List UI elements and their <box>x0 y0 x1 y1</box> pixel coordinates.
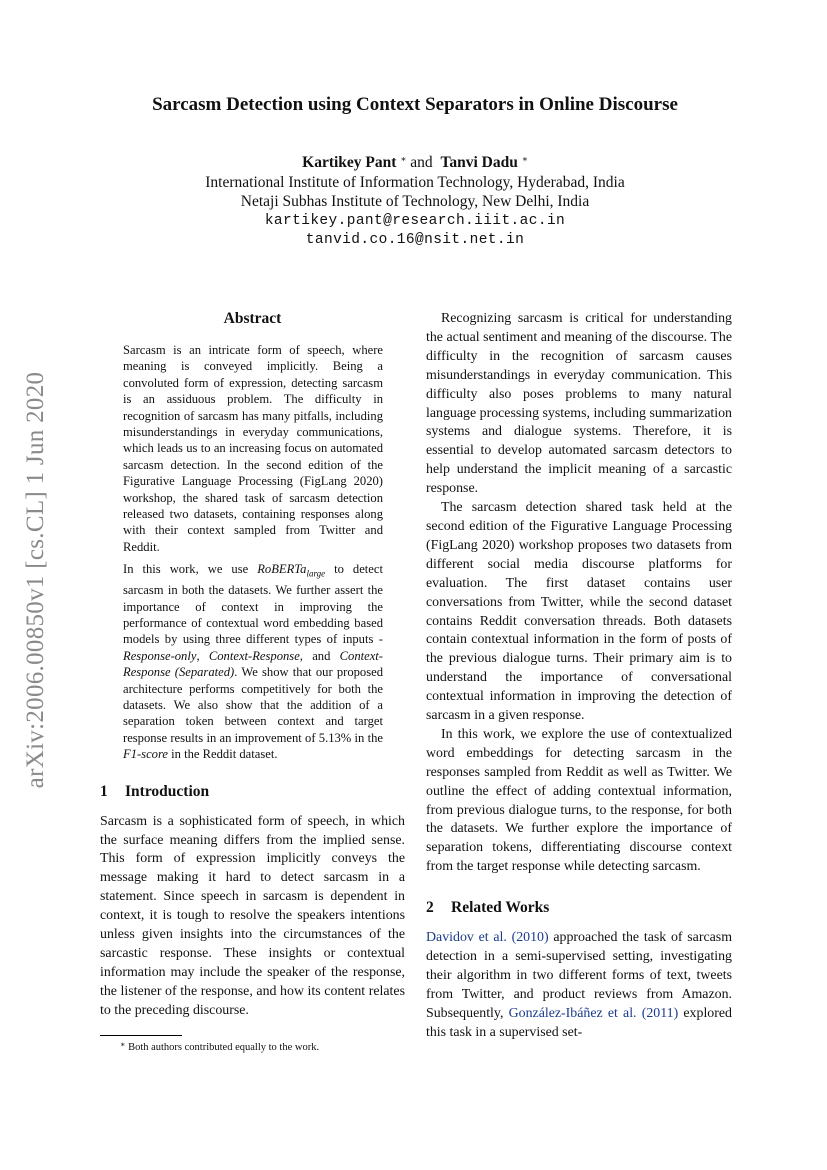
arxiv-sidebar <box>16 300 56 860</box>
abstract-body <box>123 342 383 763</box>
abstract-text: , <box>196 648 200 663</box>
section-number: 2 <box>426 899 434 917</box>
input-type-2: Context-Response <box>208 648 300 663</box>
paper-title: Sarcasm Detection using Context Separators in Online Discourse <box>152 94 678 115</box>
right-column <box>426 310 732 1043</box>
arxiv-identifier: arXiv:2006.00850v1 [cs.CL] 1 Jun 2020 <box>22 371 49 789</box>
author-block <box>100 150 730 251</box>
author-2: Tanvi Dadu <box>440 154 518 171</box>
footnote-text: Both authors contributed equally to the work. <box>128 1041 320 1053</box>
improvement-value: 5.13% <box>318 730 352 745</box>
model-name-base: RoBERTa <box>257 562 307 577</box>
affiliation-1: International Institute of Information Technology, Hyderabad, India <box>205 173 625 191</box>
section-number: 1 <box>100 782 108 800</box>
affiliation-2: Netaji Subhas Institute of Technology, New Delhi, India <box>240 193 590 210</box>
citation-davidov[interactable]: Davidov et al. (2010) <box>426 930 549 946</box>
abstract-text: , and <box>299 648 331 663</box>
model-name-subscript: large <box>306 568 326 579</box>
citation-gonzalez-ibanez[interactable]: González-Ibáñez et al. (2011) <box>508 1005 679 1021</box>
intro-paragraph-2: Recognizing sarcasm is critical for understanding the actual sentiment and meaning of the discourse. The difficulty in the recognition of sarcasm causes misunderstandings in everyday communication. This difficulty also poses problems to many natural language processing systems, including summarization systems and dialogue systems. Therefore, it is essential to develop automated sarcasm detectors to help understand the implicit meaning of a sarcastic response. <box>426 311 732 497</box>
introduction-body <box>100 813 405 1021</box>
abstract-paragraph-1: Sarcasm is an intricate form of speech, where meaning is conveyed implicitly. Being a convoluted form of expression, detecting sarcasm is an assiduous problem. The difficulty in recognition of sarcasm has many pitfalls, including misunderstandings in everyday communications, which leads us to an increasing focus on automated sarcasm detection. In the second edition of the Figurative Language Processing (FigLang 2020) workshop, the shared task of sarcasm detection released two datasets, containing responses along with their context sampled from Twitter and Reddit. <box>123 343 383 554</box>
author-2-mark: ∗ <box>521 154 528 164</box>
model-name <box>257 562 326 579</box>
email-1: kartikey.pant@research.iiit.ac.in <box>264 212 566 229</box>
abstract-text: In this work, we use <box>123 562 249 577</box>
abstract-heading: Abstract <box>223 310 282 327</box>
related-works-text: approached the task of sarcasm detection in a semi-supervised setting, investigating their algorithm in two different forms of text, tweets from Twitter, and product reviews from Amazon. Subsequently, <box>426 930 733 1021</box>
input-type-3: Context-Response (Separated) <box>123 648 383 680</box>
author-names <box>100 150 730 173</box>
abstract-text: to detect sarcasm in both the datasets. We further assert the importance of context in improving the performance of contextual word embedding based models by using three different types of inputs - <box>123 562 383 647</box>
abstract-text: in the <box>354 730 383 745</box>
intro-paragraph-4: In this work, we explore the use of contextualized word embeddings for detecting sarcasm in the responses sampled from Reddit as well as Twitter. We outline the effect of adding contextual information, from previous dialogue turns, to the response, for both the datasets. We further explore the importance of separation tokens, differentiating discourse context from the target response while detecting sarcasm. <box>426 726 732 875</box>
footnote-mark: ∗ <box>120 1039 126 1049</box>
related-works-text: explored this task in a supervised set- <box>426 1005 732 1040</box>
introduction-paragraph: Sarcasm is a sophisticated form of speech, in which the surface meaning differs from the implied sense. This form of expression implicitly conveys the message making it hard to detect sarcasm in a statement. Since speech in sarcasm is dependent in context, it is tough to resolve the speakers intentions unless given insights into the circumstances of the sarcastic response. These insights or contextual information may include the speaker of the response, the listener of the response, and how its content relates to the preceding discourse. <box>100 813 405 1018</box>
metric-name: F1-score <box>123 747 168 762</box>
abstract-paragraph-2 <box>123 561 383 762</box>
footnote-rule <box>100 1035 182 1036</box>
author-1: Kartikey Pant <box>302 154 397 171</box>
related-works-body <box>426 929 732 1042</box>
email-2: tanvid.co.16@nsit.net.in <box>305 232 525 248</box>
abstract-text: . We show that our proposed architecture performs competitively for both the datasets. We also show that the addition of a separation token between context and target response results in an improvement of <box>123 665 384 745</box>
abstract-text: in the Reddit dataset. <box>171 747 278 762</box>
section-title: Introduction <box>125 782 210 800</box>
introduction-heading <box>100 783 405 801</box>
left-column <box>100 310 405 1053</box>
section-title: Related Works <box>451 899 550 917</box>
author-1-mark: ∗ <box>400 154 407 164</box>
related-works-paragraph <box>426 929 732 1042</box>
intro-paragraph-3: The sarcasm detection shared task held at the second edition of the Figurative Language Processing (FigLang 2020) workshop proposes two datasets from different social media discourse platforms for evaluation. The first dataset contains user conversations from Twitter, while the second dataset contains Reddit conversation threads. Both datasets contain contextual information in the form of posts of the previous dialogue turns. Their primary aim is to understand the importance of conversational contextual information in improving the detection of sarcasm in a given response. <box>426 500 732 724</box>
footnote <box>100 1040 405 1053</box>
intro-continued <box>426 310 732 877</box>
input-type-1: Response-only <box>123 648 197 663</box>
author-and: and <box>410 154 433 171</box>
related-works-heading <box>426 899 732 917</box>
